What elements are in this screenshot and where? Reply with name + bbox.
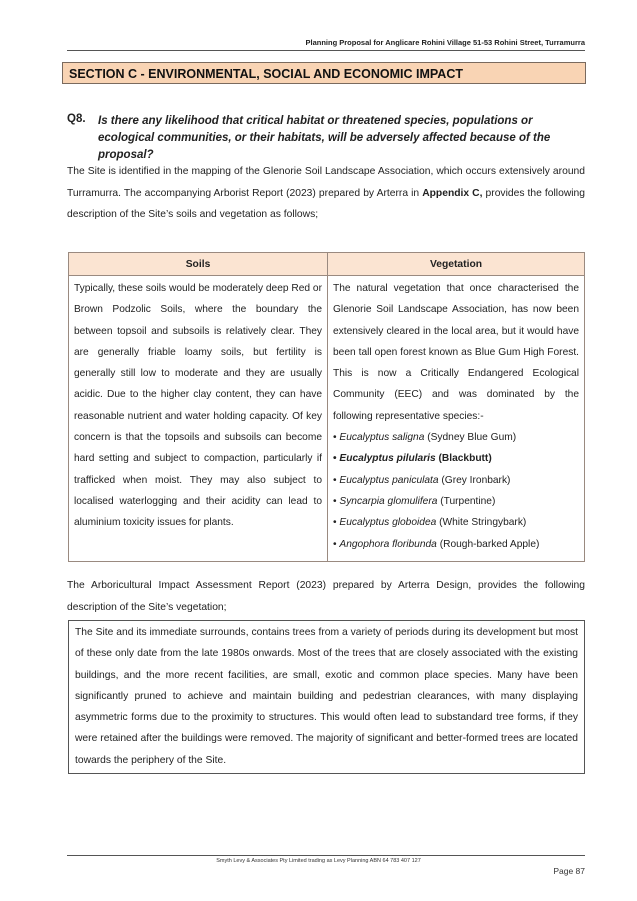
page-number: Page 87: [553, 866, 585, 876]
question-text: Is there any likelihood that critical habitat or threatened species, populations or ecological communities, or their habitats, will be adversely affected because of the proposal?: [98, 115, 551, 161]
header-divider: [67, 50, 585, 51]
column-header-vegetation: Vegetation: [328, 253, 585, 276]
species-name: Eucalyptus paniculata: [339, 474, 439, 486]
species-item: • Angophora floribunda (Rough-barked Apple): [333, 538, 540, 550]
vegetation-cell: [328, 276, 585, 562]
vegetation-intro: The natural vegetation that once characterised the Glenorie Soil Landscape Association, has now been extensively cleared in the local area, but it would have been tall open forest known as Blue Gum High Forest. This is now a Critically Endangered Ecological Community (EEC) and was dominated by the following representative species:-: [333, 283, 579, 422]
footer-text: Smyth Levy & Associates Pty Limited trading as Levy Planning ABN 64 783 407 127: [216, 858, 421, 864]
column-header-soils: Soils: [69, 253, 328, 276]
species-name: Eucalyptus pilularis: [339, 453, 436, 465]
species-item: • Eucalyptus pilularis (Blackbutt): [333, 453, 492, 465]
quote-box: The Site and its immediate surrounds, contains trees from a variety of periods during its development but most of these only date from the late 1980s onwards. Most of the trees that are closely associated with the existing buildings, and the more recent facilities, are small, exotic and common place species. Many have been significantly pruned to achieve and maintain building and pedestrian clearances, with many displaying asymmetric forms due to the proximity to structures. This would often lead to substandard tree forms, if they were retained after the buildings were removed. The majority of significant and better-formed trees are located towards the periphery of the Site.: [68, 620, 585, 774]
species-item: • Eucalyptus globoidea (White Stringybark): [333, 517, 527, 529]
soils-cell: Typically, these soils would be moderately deep Red or Brown Podzolic Soils, where the boundary the between topsoil and subsoils is relatively clear. They are generally friable loamy soils, but fertility is generally still low to moderate and they are usually acidic. Due to the higher clay content, they can have reasonable nutrient and water holding capacity. Of key concern is that the topsoils and subsoils can become hard setting and subject to compaction, particularly if trafficked when moist. They may also subject to localised waterlogging and their acidity can lead to aluminium toxicity issues for plants.: [69, 276, 328, 562]
section-title: SECTION C - ENVIRONMENTAL, SOCIAL AND ECONOMIC IMPACT: [62, 62, 586, 84]
intro-paragraph: [67, 161, 585, 226]
page-header: Planning Proposal for Anglicare Rohini Village 51-53 Rohini Street, Turramurra: [305, 38, 585, 47]
species-item: • Eucalyptus saligna (Sydney Blue Gum): [333, 432, 517, 444]
species-item: • Syncarpia glomulifera (Turpentine): [333, 495, 496, 507]
intro-text-after: provides the following description of the Site’s soils and vegetation as follows;: [67, 187, 585, 220]
species-item: • Eucalyptus paniculata (Grey Ironbark): [333, 474, 511, 486]
appendix-reference: Appendix C,: [422, 187, 483, 199]
footer-divider: [67, 855, 585, 856]
soils-vegetation-table: [68, 252, 585, 562]
species-name: Syncarpia glomulifera: [339, 495, 438, 507]
species-name: Eucalyptus globoidea: [339, 517, 437, 529]
question-number: Q8.: [67, 113, 86, 125]
intro-text-before: The Site is identified in the mapping of the Glenorie Soil Landscape Association, which occurs extensively around Turramurra. The accompanying Arborist Report (2023) prepared by Arterra in: [67, 166, 585, 199]
species-name: Eucalyptus saligna: [339, 432, 425, 444]
species-name: Angophora floribunda: [339, 538, 437, 550]
arboricultural-intro: The Arboricultural Impact Assessment Report (2023) prepared by Arterra Design, provides the following description of the Site’s vegetation;: [67, 580, 585, 613]
